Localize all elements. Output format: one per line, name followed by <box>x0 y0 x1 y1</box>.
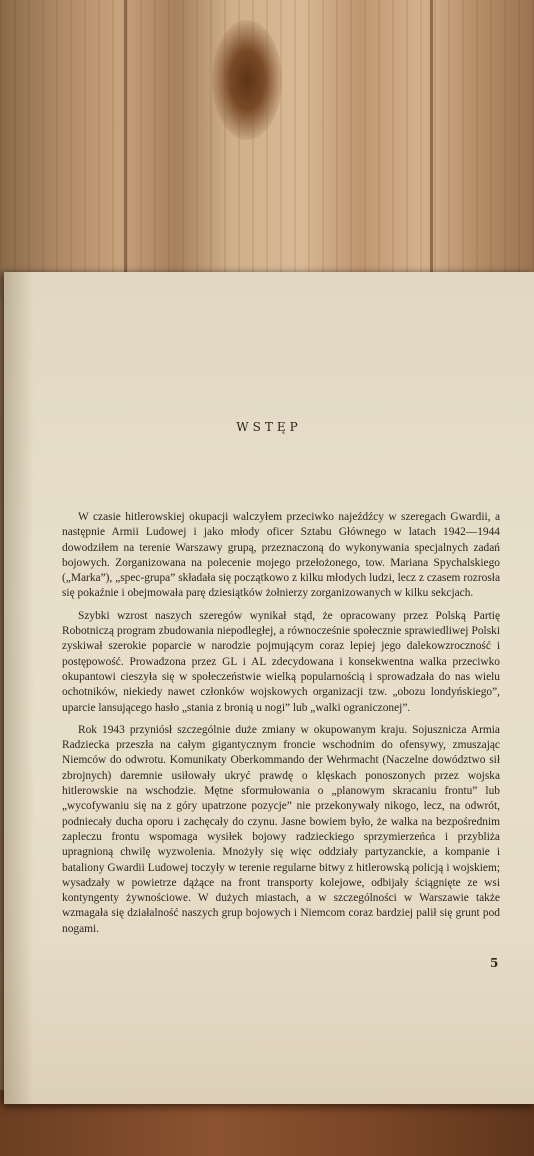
body-text <box>62 510 500 944</box>
book-page <box>4 272 534 1104</box>
paragraph-2: Szybki wzrost naszych szeregów wynikał stąd, że opracowany przez Polską Partię Robotniczą program zbudowania niepodległej, a równocześnie społecznie sprawiedliwej Polski zyskiwał szerokie poparcie w narodzie pojmującym coraz lepiej jego dalekowzroczność i postępowość. Prowadzona przez GL i AL zdecydowana i konsekwentna walka przeciwko okupantowi cieszyła się w społeczeństwie wielką popularnością i sprowadzała do nas wielu ochotników, niekiedy nawet członków wojskowych organizacji tzw. „obozu londyńskiego”, uparcie lansującego hasło „stania z bronią u nogi” lub „walki ograniczonej”. <box>62 609 500 714</box>
paragraph-3: Rok 1943 przyniósł szczególnie duże zmiany w okupowanym kraju. Sojusznicza Armia Radziecka przeszła na całym gigantycznym froncie wschodnim do ofensywy, zmuszając Niemców do odwrotu. Komunikaty Oberkommando der Wehrmacht (Naczelne dowództwo sił zbrojnych) daremnie usiłowały ukryć prawdę o klęskach ponoszonych przez wojska hitlerowskie na wschodzie. Mętne sformułowania o „planowym skracaniu frontu” lub „wycofywaniu się na z góry upatrzone pozycje” nie przekonywały nikogo, lecz, na odwrót, podniecały ducha oporu i zachęcały do czynu. Jasne bowiem było, że walka na bezpośrednim zapleczu frontu wspomaga wysiłek bojowy radzieckiego sprzymierzeńca i przybliża upragnioną chwilę wyzwolenia. Mnożyły się więc oddziały partyzanckie, a kompanie i bataliony Gwardii Ludowej toczyły w terenie regularne bitwy z hitlerowską policją i wojskiem; wysadzały w powietrze dążące na front transporty kolejowe, odbijały ściągnięte ze wsi kontyngenty żywnościowe. W dużych miastach, a w szczególności w Warszawie także wzmagała się działalność naszych grup bojowych i Niemcom coraz bardziej palił się grunt pod nogami. <box>62 723 500 935</box>
page-number: 5 <box>490 956 499 970</box>
chapter-heading: WSTĘP <box>236 420 302 434</box>
paragraph-1: W czasie hitlerowskiej okupacji walczyłem przeciwko najeźdźcy w szeregach Gwardii, a następnie Armii Ludowej i jako młody oficer Sztabu Głównego w latach 1942—1944 dowodziłem na terenie Warszawy grupą, przeznaczoną do wykonywania specjalnych zadań bojowych. Zorganizowana na polecenie mojego przełożonego, tow. Mariana Spychalskiego („Marka”), „spec-grupa” składała się początkowo z kilku młodych ludzi, lecz z czasem rozrosła się pokaźnie i obejmowała parę dziesiątków żołnierzy zorganizowanych w kilku sekcjach. <box>62 511 500 600</box>
wood-board-seam <box>430 0 433 290</box>
page-edge-shadow <box>4 272 34 1104</box>
wood-board-seam <box>124 0 127 290</box>
wood-knot <box>212 20 282 140</box>
